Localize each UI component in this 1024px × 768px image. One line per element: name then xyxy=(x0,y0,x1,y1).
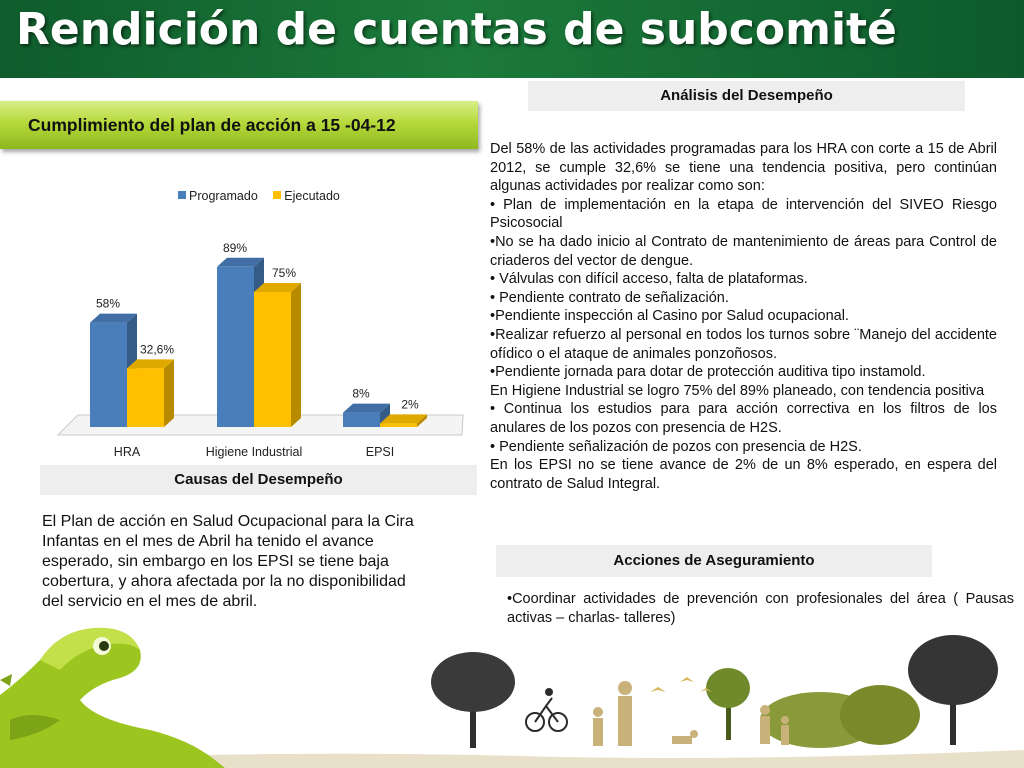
title-banner xyxy=(0,0,1024,78)
bar-ejecutado-1 xyxy=(254,292,291,427)
analisis-paragraph: En los EPSI no se tiene avance de 2% de un 8% esperado, en espera del contrato de Salud Integral. xyxy=(490,457,997,492)
analisis-paragraph: Del 58% de las actividades programadas para los HRA con corte a 15 de Abril 2012, se cumple 32,6% se tiene una tendencia positiva, pero continúan algunas actividades por realizar como son: xyxy=(490,141,997,195)
analisis-paragraph: •Pendiente inspección al Casino por Salud ocupacional. xyxy=(490,308,849,325)
legend-label: Programado xyxy=(189,189,258,203)
data-label: 58% xyxy=(95,296,121,311)
bar-ejecutado-2 xyxy=(380,423,417,427)
analisis-paragraph: •No se ha dado inicio al Contrato de mantenimiento de áreas para Control de criaderos del vector de dengue. xyxy=(490,233,997,269)
category-label: HRA xyxy=(113,445,141,459)
performance-bar-chart xyxy=(40,180,480,465)
page-title: Rendición de cuentas de subcomité xyxy=(16,4,897,55)
causas-header: Causas del Desempeño xyxy=(40,465,477,495)
tree-icon xyxy=(908,635,998,745)
plan-header: Cumplimiento del plan de acción a 15 -04-12 xyxy=(28,115,396,135)
analisis-paragraph: •Pendiente jornada para dotar de protección auditiva tipo instamold. xyxy=(490,364,926,381)
tree-icon xyxy=(431,652,515,748)
acciones-header: Acciones de Aseguramiento xyxy=(496,545,932,577)
iguana-mascot-icon xyxy=(0,628,225,768)
birds-icon xyxy=(650,677,712,692)
data-label: 2% xyxy=(401,397,419,412)
family-walking-icon xyxy=(593,681,632,746)
bar-ejecutado-0 xyxy=(127,368,164,427)
data-label: 8% xyxy=(352,386,370,401)
cyclist-icon xyxy=(526,689,567,731)
bar-programado-0 xyxy=(90,323,127,427)
analisis-paragraph: • Válvulas con difícil acceso, falta de plataformas. xyxy=(490,271,808,288)
category-label: Higiene Industrial xyxy=(205,445,303,459)
acciones-text: •Coordinar actividades de prevención con profesionales del área ( Pausas activas – charlas- talleres) xyxy=(507,591,1014,626)
analisis-paragraph: • Pendiente contrato de señalización. xyxy=(490,289,729,306)
dog-icon xyxy=(672,730,698,744)
data-label: 89% xyxy=(222,240,248,255)
data-label: 75% xyxy=(271,266,297,280)
tree-icon xyxy=(706,668,750,740)
analisis-paragraph: •Realizar refuerzo al personal en todos los turnos sobre ¨Manejo del accidente ofídico o el ataque de animales ponzoñosos. xyxy=(490,326,997,362)
plan-header-bar xyxy=(0,101,478,149)
analisis-paragraph: • Plan de implementación en la etapa de intervención del SIVEO Riesgo Psicosocial xyxy=(490,196,997,232)
analisis-paragraph: • Pendiente señalización de pozos con presencia de H2S. xyxy=(490,438,862,455)
category-label: EPSI xyxy=(365,445,395,459)
causas-text: El Plan de acción en Salud Ocupacional para la Cira Infantas en el mes de Abril ha tenido el avance esperado, sin embargo en los EPSI se tiene baja cobertura, y ahora afectada por la no disponibilidad del servicio en el mes de abril. xyxy=(42,513,414,610)
analisis-header: Análisis del Desempeño xyxy=(528,81,965,111)
bar-programado-1 xyxy=(217,267,254,427)
analisis-paragraph: En Higiene Industrial se logro 75% del 89% planeado, con tendencia positiva xyxy=(490,382,985,399)
bar-side xyxy=(164,359,174,427)
bar-programado-2 xyxy=(343,413,380,427)
analisis-paragraph: • Continua los estudios para para acción correctiva en los filtros de los anulares de los pozos con presencia de H2S. xyxy=(490,401,997,436)
decorative-scene xyxy=(0,600,1024,768)
legend-label: Ejecutado xyxy=(284,189,340,203)
bar-side xyxy=(291,283,301,427)
analisis-text xyxy=(490,140,997,493)
data-label: 32,6% xyxy=(139,342,175,357)
